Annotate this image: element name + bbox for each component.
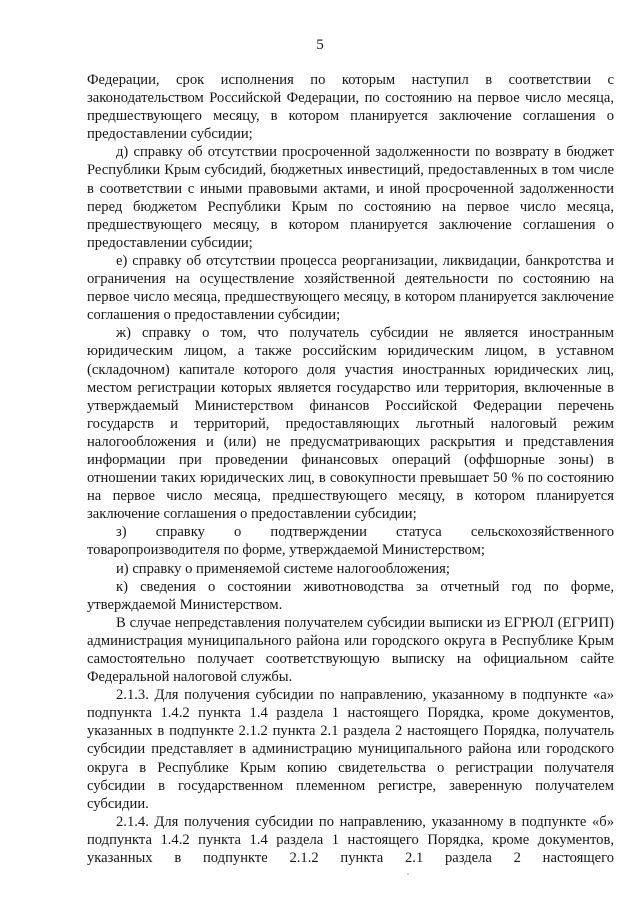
paragraph-continuation: Федерации, срок исполнения по которым наступил в соответствии с законодательством Российской Федерации, по состоянию на первое число месяца, предшествующего месяцу, в котором планируется заключение соглашения о предоставлении субсидии; <box>87 72 614 143</box>
page-number: 5 <box>316 37 324 53</box>
paragraph-2-1-4: 2.1.4. Для получения субсидии по направлению, указанному в подпункте «б» подпункта 1.4.2 пункта 1.4 раздела 1 настоящего Порядка, кроме документов, указанных в подпункте 2.1.2 пункта 2.1 раздела 2 настоящего <box>87 813 614 867</box>
paragraph-2-1-3: 2.1.3. Для получения субсидии по направлению, указанному в подпункте «а» подпункта 1.4.2 пункта 1.4 раздела 1 настоящего Порядка, кроме документов, указанных в подпункте 2.1.2 пункта 2.1 раздела 2 настоящего Порядка, получатель субсидии представляет в администрацию муниципального района или городского округа в Республике Крым копию свидетельства о регистрации получателя субсидии в государственном племенном регистре, заверенную получателем субсидии. <box>87 687 614 812</box>
paragraph-egrul-note: В случае непредставления получателем субсидии выписки из ЕГРЮЛ (ЕГРИП) администрация муниципального района или городского округа в Республике Крым самостоятельно получает соответствующую выписку на официальном сайте Федеральной налоговой службы. <box>87 614 614 686</box>
document-body <box>87 71 614 867</box>
paragraph-item-e: е) справку об отсутствии процесса реорганизации, ликвидации, банкротства и ограничения на осуществление хозяйственной деятельности по состоянию на первое число месяца, предшествующего месяцу, в котором планируется заключение соглашения о предоставлении субсидии; <box>87 252 614 324</box>
paragraph-item-k: к) сведения о состоянии животноводства за отчетный год по форме, утверждаемой Министерством. <box>87 578 614 613</box>
paragraph-item-z: з) справку о подтверждении статуса сельскохозяйственного товаропроизводителя по форме, утверждаемой Министерством; <box>87 524 614 559</box>
paragraph-item-zh: ж) справку о том, что получатель субсидии не является иностранным юридическим лицом, а также российским юридическим лицом, в уставном (складочном) капитале которого доля участия иностранных юридических лиц, местом регистрации которых является государство или территория, включенные в утверждаемый Министерством финансов Российской Федерации перечень государств и территорий, предоставляющих льготный налоговый режим налогообложения и (или) не предусматривающих раскрытия и представления информации при проведении финансовых операций (оффшорные зоны) в отношении таких юридических лиц, в совокупности превышает 50 % по состоянию на первое число месяца, предшествующего месяцу, в котором планируется заключение соглашения о предоставлении субсидии; <box>87 325 614 523</box>
paragraph-item-i: и) справку о применяемой системе налогообложения; <box>116 560 450 577</box>
paragraph-item-d: д) справку об отсутствии просроченной задолженности по возврату в бюджет Республики Крым субсидий, бюджетных инвестиций, предоставленных в том числе в соответствии с иными правовыми актами, и иной просроченной задолженности перед бюджетом Республики Крым по состоянию на первое число месяца, предшествующего месяцу, в котором планируется заключение соглашения о предоставлении субсидии; <box>87 144 614 251</box>
scan-speck <box>407 873 409 875</box>
